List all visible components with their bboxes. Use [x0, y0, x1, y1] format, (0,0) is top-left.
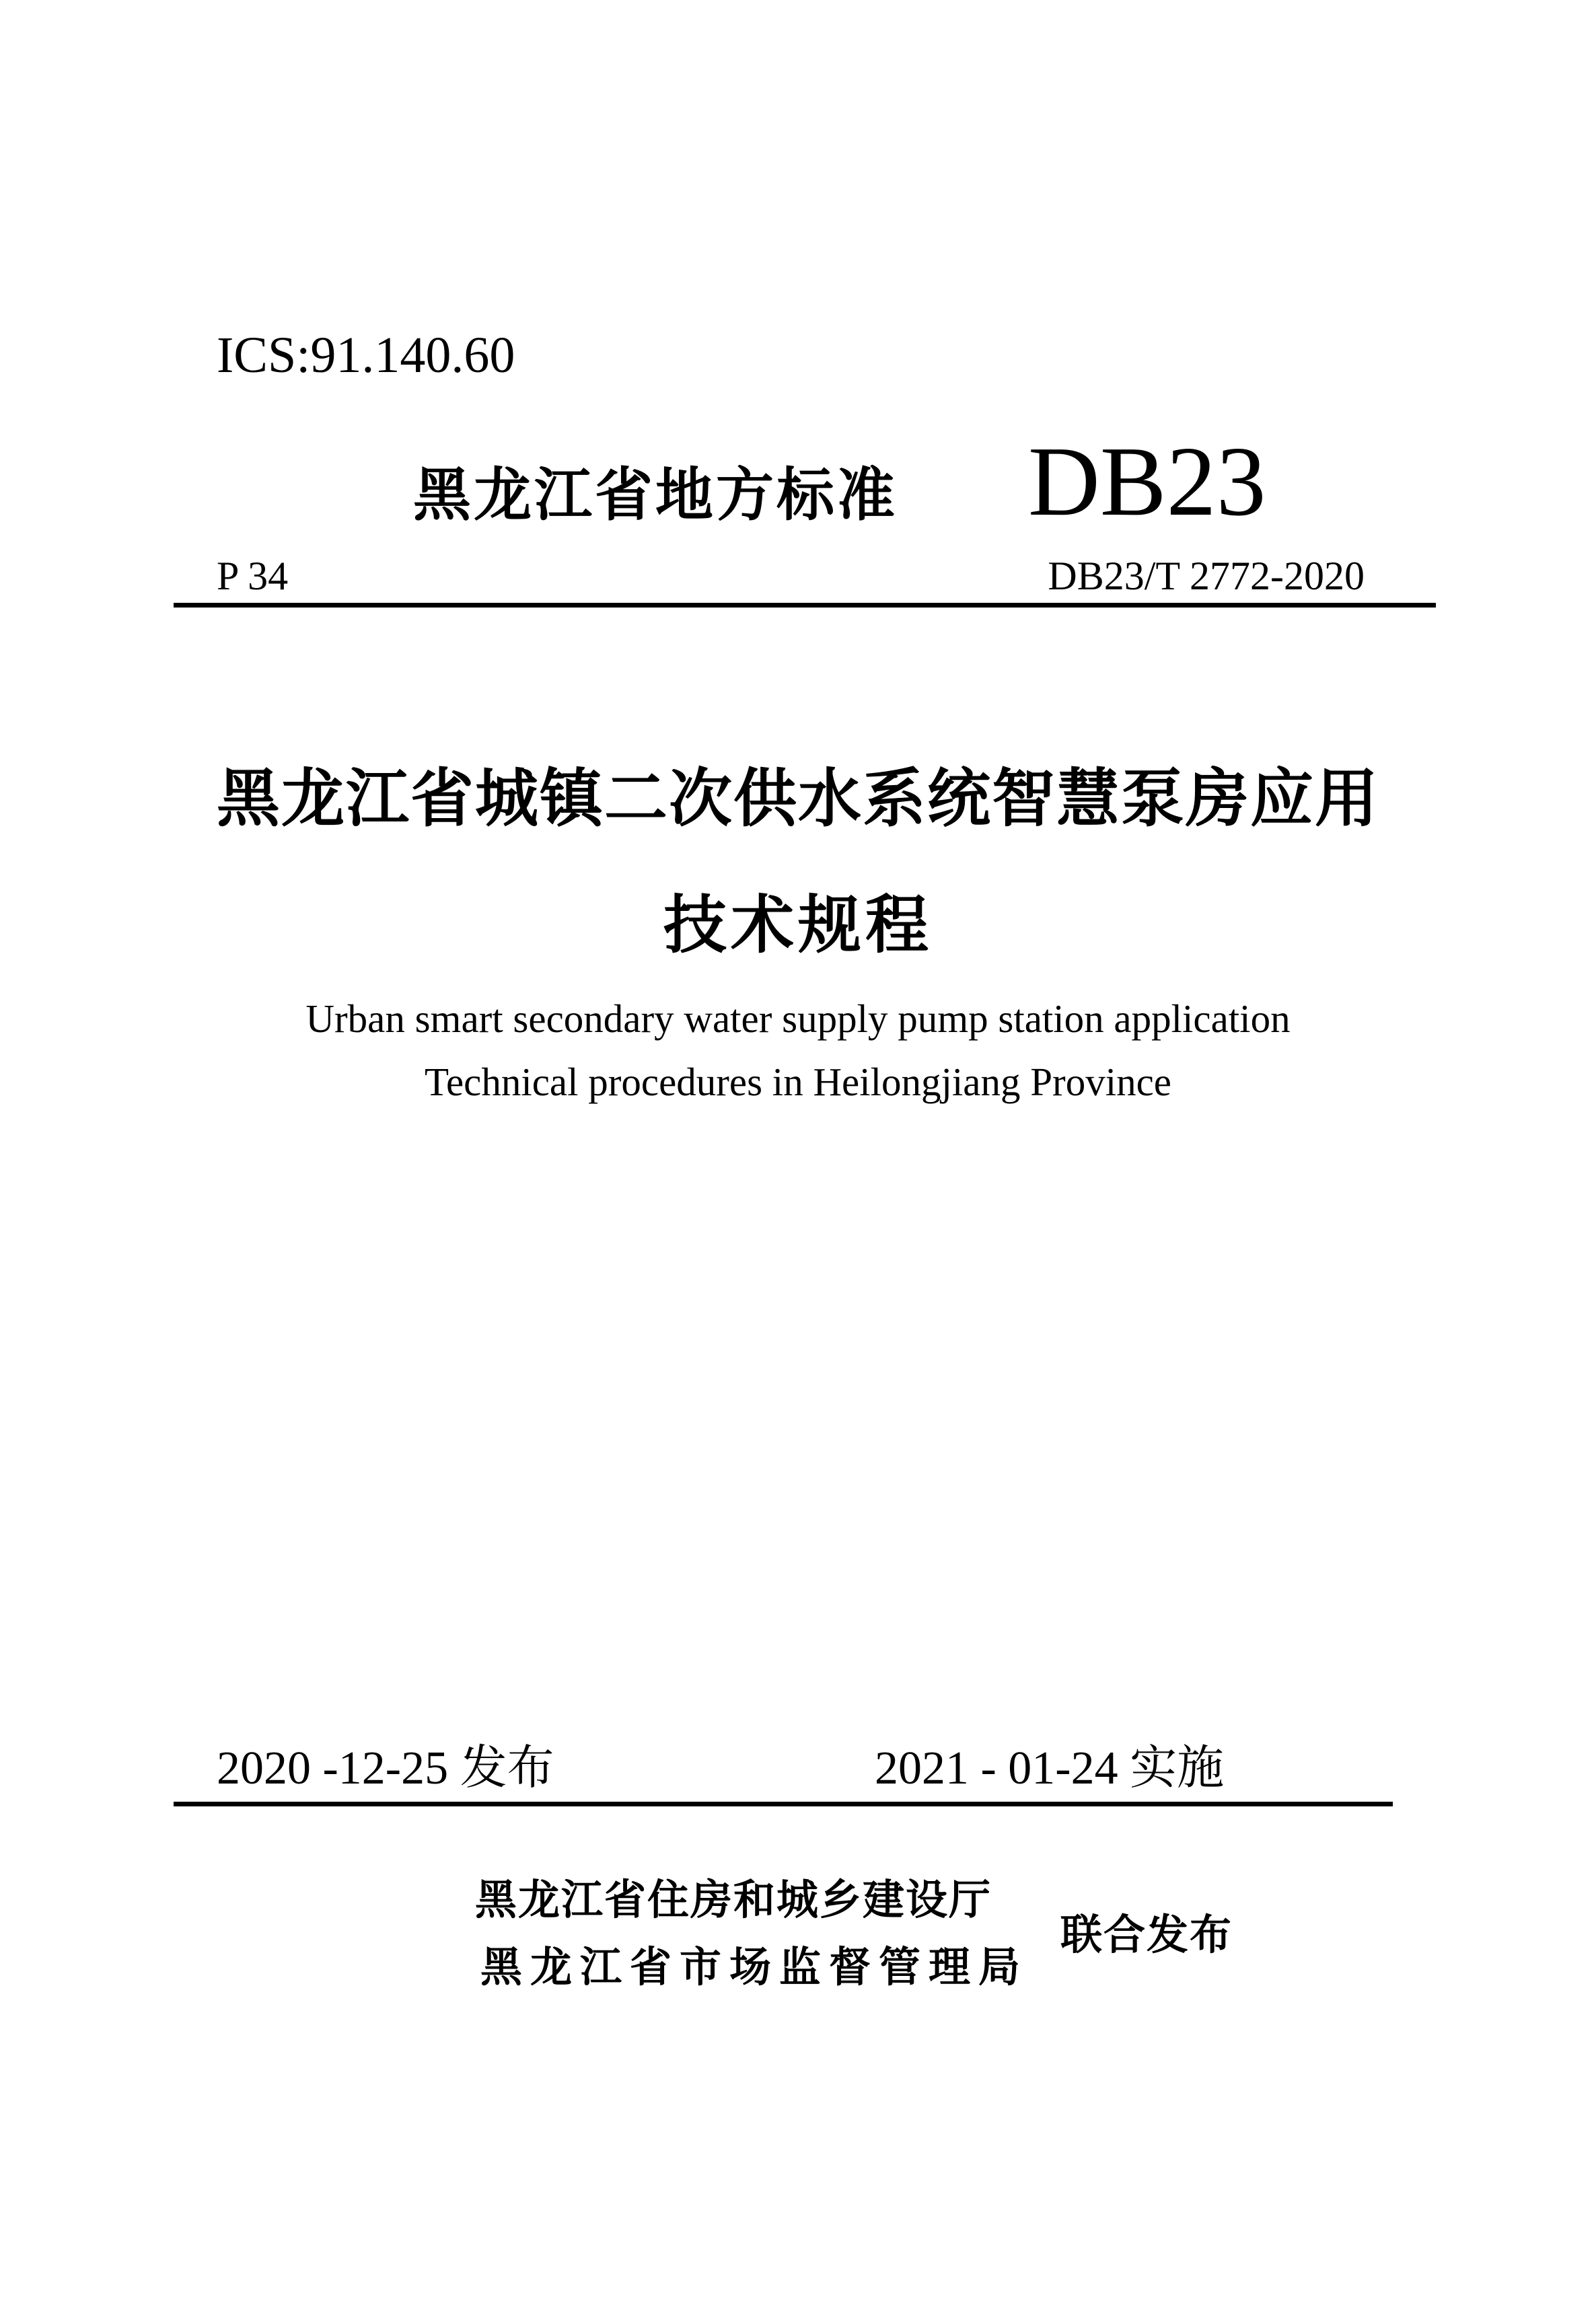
classification-code: P 34 [217, 554, 289, 598]
issue-date: 2020 -12-25 发布 [217, 1742, 554, 1794]
top-divider [174, 603, 1436, 608]
title-chinese-line-2: 技术规程 [663, 889, 933, 962]
publisher-1: 黑龙江省住房和城乡建设厅 [475, 1875, 992, 1924]
implementation-date: 2021 - 01-24 实施 [875, 1742, 1225, 1794]
ics-code: ICS:91.140.60 [217, 327, 515, 383]
title-chinese-line-1: 黑龙江省城镇二次供水系统智慧泵房应用 [216, 762, 1379, 836]
title-english-line-2: Technical procedures in Heilongjiang Province [425, 1060, 1171, 1104]
title-english-line-1: Urban smart secondary water supply pump station application [305, 996, 1291, 1041]
bottom-divider [174, 1802, 1393, 1806]
standard-number: DB23/T 2772-2020 [1048, 554, 1365, 598]
standard-code: DB23 [1028, 427, 1266, 537]
standard-type: 黑龙江省地方标准 [413, 462, 898, 529]
publisher-2: 黑龙江省市场监督管理局 [480, 1942, 1029, 1991]
joint-issue-label: 联合发布 [1060, 1910, 1233, 1959]
